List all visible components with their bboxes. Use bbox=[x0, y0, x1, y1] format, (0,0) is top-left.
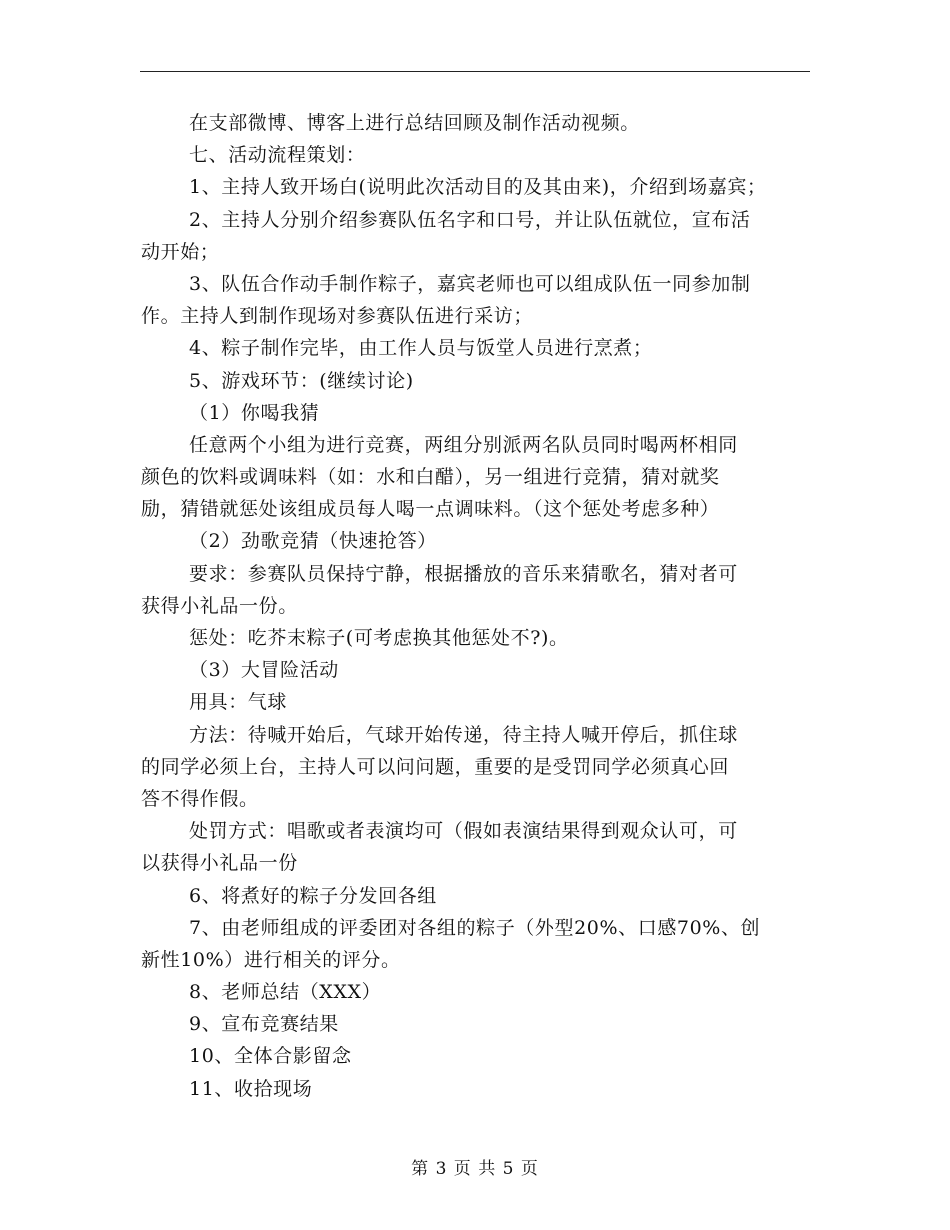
sub-heading: （1）你喝我猜 bbox=[189, 401, 320, 424]
text-line: 作。主持人到制作现场对参赛队伍进行采访； bbox=[141, 305, 534, 328]
list-item: 6、将煮好的粽子分发回各组 bbox=[189, 884, 437, 907]
text-line: 在支部微博、博客上进行总结回顾及制作活动视频。 bbox=[189, 112, 640, 134]
header-rule bbox=[140, 71, 810, 72]
list-item: 2、主持人分别介绍参赛队伍名字和口号，并让队伍就位，宣布活 bbox=[189, 208, 751, 231]
text-line: 新性10%）进行相关的评分。 bbox=[141, 948, 401, 971]
page-number-footer: 第 3 页 共 5 页 bbox=[411, 1159, 539, 1179]
text-line: 方法：待喊开始后，气球开始传递，待主持人喊开停后，抓住球 bbox=[189, 723, 738, 746]
list-item: 1、主持人致开场白(说明此次活动目的及其由来)，介绍到场嘉宾； bbox=[189, 176, 767, 199]
text-line: 要求：参赛队员保持宁静，根据播放的音乐来猜歌名，猜对者可 bbox=[189, 562, 738, 585]
text-line: 处罚方式：唱歌或者表演均可（假如表演结果得到观众认可，可 bbox=[189, 820, 738, 843]
list-item: 7、由老师组成的评委团对各组的粽子（外型20%、口感70%、创 bbox=[189, 916, 761, 939]
sub-heading: （3）大冒险活动 bbox=[189, 659, 339, 682]
text-line: 任意两个小组为进行竞赛，两组分别派两名队员同时喝两杯相同 bbox=[189, 433, 738, 456]
sub-heading: （2）劲歌竞猜（快速抢答） bbox=[189, 530, 437, 553]
list-item: 4、粽子制作完毕，由工作人员与饭堂人员进行烹煮； bbox=[189, 337, 653, 360]
text-line: 颜色的饮料或调味料（如：水和白醋），另一组进行竞猜，猜对就奖 bbox=[141, 466, 720, 489]
list-item: 10、全体合影留念 bbox=[189, 1045, 352, 1068]
text-line: 励，猜错就惩处该组成员每人喝一点调味料。（这个惩处考虑多种） bbox=[141, 498, 720, 521]
list-item: 8、老师总结（XXX） bbox=[189, 981, 382, 1004]
document-body bbox=[141, 107, 811, 1105]
list-item: 3、队伍合作动手制作粽子，嘉宾老师也可以组成队伍一同参加制 bbox=[189, 272, 751, 295]
text-line: 的同学必须上台，主持人可以问问题，重要的是受罚同学必须真心回 bbox=[141, 755, 730, 778]
list-item: 9、宣布竞赛结果 bbox=[189, 1013, 339, 1036]
text-line: 用具：气球 bbox=[189, 691, 288, 714]
text-line: 答不得作假。 bbox=[141, 787, 259, 810]
section-heading: 七、活动流程策划： bbox=[189, 144, 366, 167]
list-item: 5、游戏环节：(继续讨论) bbox=[189, 369, 414, 392]
list-item: 11、收拾现场 bbox=[189, 1077, 313, 1100]
text-line: 惩处：吃芥末粽子(可考虑换其他惩处不?)。 bbox=[189, 627, 569, 649]
text-line: 以获得小礼品一份 bbox=[141, 852, 298, 875]
text-line: 动开始； bbox=[141, 240, 220, 263]
text-line: 获得小礼品一份。 bbox=[141, 594, 298, 617]
